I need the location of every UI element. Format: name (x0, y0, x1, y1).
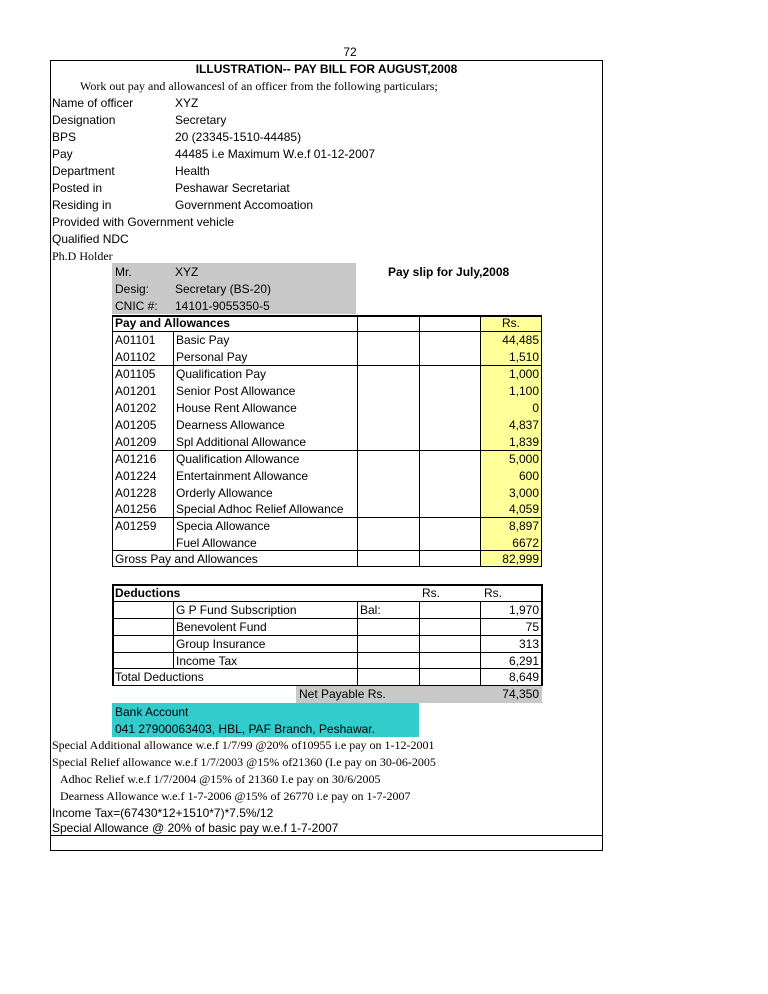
deduction-amount: 1,970 (508, 603, 539, 617)
pay-name: Basic Pay (176, 333, 230, 347)
particular-label: Residing in (52, 198, 112, 212)
pay-code: A01102 (115, 350, 156, 364)
deductions-rs-col1: Rs. (422, 586, 440, 600)
particular-value: Secretary (175, 113, 227, 127)
extra-line: Provided with Government vehicle (52, 215, 235, 229)
pay-amount: 1,000 (508, 367, 539, 381)
deductions-rs-col2: Rs. (484, 586, 502, 600)
slip-title: Pay slip for July,2008 (388, 265, 510, 279)
gross-label: Gross Pay and Allowances (115, 552, 258, 566)
cnic-label: CNIC #: (115, 299, 158, 313)
note-line: Special Relief allowance w.e.f 1/7/2003 @15% of21360 (I.e pay on 30-06-2005 (52, 755, 436, 769)
document-title: ILLUSTRATION-- PAY BILL FOR AUGUST,2008 (195, 62, 458, 76)
mr-value: XYZ (175, 265, 199, 279)
pay-code: A01209 (115, 435, 157, 449)
gross-amount: 82,999 (502, 552, 539, 566)
balance-label: Bal: (360, 603, 381, 617)
pay-name: Special Adhoc Relief Allowance (176, 502, 344, 516)
pay-amount: 4,059 (508, 502, 539, 516)
currency-label: Rs. (502, 316, 520, 330)
pay-code: A01259 (115, 519, 157, 533)
pay-name: Spl Additional Allowance (176, 435, 307, 449)
mr-label: Mr. (115, 265, 132, 279)
pay-code: A01224 (115, 469, 157, 483)
pay-amount: 3,000 (508, 486, 539, 500)
particular-value: Peshawar Secretariat (175, 181, 290, 195)
deduction-amount: 6,291 (508, 654, 539, 668)
pay-amount: 5,000 (508, 452, 539, 466)
deduction-name: Income Tax (176, 654, 238, 668)
pay-code: A01216 (115, 452, 157, 466)
note-line: Special Additional allowance w.e.f 1/7/99 @20% of10955 i.e pay on 1-12-2001 (52, 738, 435, 752)
deductions-heading: Deductions (115, 586, 181, 600)
pay-code: A01101 (115, 333, 156, 347)
pay-amount: 1,100 (508, 384, 539, 398)
pay-amount: 1,839 (508, 435, 539, 449)
deduction-amount: 75 (525, 620, 539, 634)
pay-name: Orderly Allowance (176, 486, 273, 500)
deduction-name: Benevolent Fund (176, 620, 267, 634)
pay-name: Senior Post Allowance (176, 384, 296, 398)
desig-label: Desig: (115, 282, 150, 296)
pay-name: Dearness Allowance (176, 418, 285, 432)
particular-value: 20 (23345-1510-44485) (175, 130, 302, 144)
pay-name: Specia Allowance (176, 519, 271, 533)
cnic-value: 14101-9055350-5 (175, 299, 270, 313)
pay-table-heading: Pay and Allowances (115, 316, 230, 330)
extra-line: Qualified NDC (52, 232, 129, 246)
deduction-name: G P Fund Subscription (176, 603, 297, 617)
page-number: 72 (343, 45, 357, 59)
bank-account-value: 041 27900063403, HBL, PAF Branch, Peshawar. (115, 722, 375, 736)
net-payable-amount: 74,350 (502, 687, 539, 701)
pay-amount: 0 (532, 401, 539, 415)
particular-value: Health (175, 164, 210, 178)
pay-code: A01201 (115, 384, 157, 398)
particular-label: Department (52, 164, 115, 178)
total-deductions-label: Total Deductions (115, 670, 204, 684)
particular-value: 44485 i.e Maximum W.e.f 01-12-2007 (175, 147, 376, 161)
extra-line: Ph.D Holder (52, 249, 113, 263)
pay-name: Fuel Allowance (176, 536, 257, 550)
pay-code: A01202 (115, 401, 157, 415)
particular-label: BPS (52, 130, 77, 144)
pay-amount: 6672 (512, 536, 539, 550)
particular-value: XYZ (175, 96, 199, 110)
particular-label: Designation (52, 113, 116, 127)
pay-amount: 1,510 (508, 350, 539, 364)
pay-amount: 600 (518, 469, 539, 483)
intro-text: Work out pay and allowancesl of an officer from the following particulars; (80, 79, 438, 93)
pay-name: Personal Pay (176, 350, 248, 364)
pay-name: Qualification Allowance (176, 452, 300, 466)
pay-amount: 4,837 (508, 418, 539, 432)
particular-value: Government Accomoation (175, 198, 314, 212)
pay-amount: 8,897 (508, 519, 539, 533)
deduction-name: Group Insurance (176, 637, 266, 651)
pay-code: A01205 (115, 418, 157, 432)
deduction-amount: 313 (518, 637, 539, 651)
particular-label: Posted in (52, 181, 103, 195)
net-payable-label: Net Payable Rs. (299, 687, 386, 701)
total-deductions-amount: 8,649 (508, 670, 539, 684)
pay-name: Qualification Pay (176, 367, 267, 381)
particular-label: Pay (52, 147, 73, 161)
note-line: Adhoc Relief w.e.f 1/7/2004 @15% of 21360 I.e pay on 30/6/2005 (60, 772, 381, 786)
note-line: Special Allowance @ 20% of basic pay w.e.f 1-7-2007 (52, 821, 339, 835)
note-line: Dearness Allowance w.e.f 1-7-2006 @15% of 26770 i.e pay on 1-7-2007 (60, 789, 411, 803)
bank-account-label: Bank Account (115, 705, 189, 719)
particular-label: Name of officer (52, 96, 134, 110)
desig-value: Secretary (BS-20) (175, 282, 272, 296)
pay-code: A01105 (115, 367, 156, 381)
note-line: Income Tax=(67430*12+1510*7)*7.5%/12 (52, 806, 274, 820)
pay-amount: 44,485 (502, 333, 539, 347)
pay-code: A01256 (115, 502, 157, 516)
pay-code: A01228 (115, 486, 157, 500)
pay-name: House Rent Allowance (176, 401, 297, 415)
pay-name: Entertainment Allowance (176, 469, 309, 483)
